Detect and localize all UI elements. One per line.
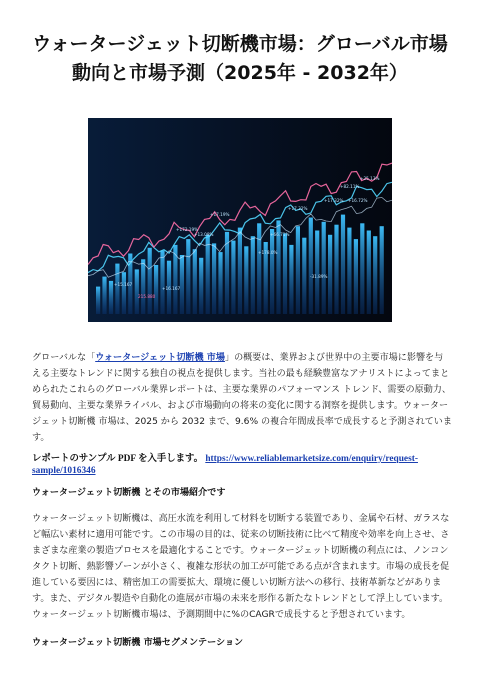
- hero-label: +13.08%: [194, 232, 214, 237]
- hero-bar: [302, 238, 306, 314]
- hero-label: +178.0%: [258, 250, 278, 255]
- hero-bar: [206, 235, 210, 314]
- hero-bar: [380, 226, 384, 314]
- hero-bar: [309, 218, 313, 315]
- hero-label: -31.89%: [310, 274, 328, 279]
- section-heading-intro: ウォータージェット切断機 とその市場紹介です: [32, 488, 226, 498]
- hero-financial-graphic: [88, 118, 392, 322]
- hero-label: +17.32%: [324, 198, 344, 203]
- hero-bar: [102, 277, 106, 314]
- hero-bar: [193, 249, 197, 314]
- hero-bar: [341, 215, 345, 314]
- hero-bar: [360, 223, 364, 314]
- hero-label: 215.880: [138, 294, 156, 299]
- hero-bar: [251, 236, 255, 314]
- hero-bar: [373, 236, 377, 314]
- hero-bar: [160, 251, 164, 314]
- hero-bar: [173, 245, 177, 314]
- hero-bar: [148, 248, 152, 314]
- sample-label: レポートのサンプル PDF を入手します。: [32, 454, 203, 464]
- intro-paragraph: [32, 350, 452, 446]
- hero-label: +25.13%: [360, 176, 380, 181]
- hero-bar: [96, 287, 100, 314]
- hero-label: +16.72%: [348, 198, 368, 203]
- hero-bar: [367, 231, 371, 315]
- hero-bar: [347, 228, 351, 314]
- hero-bar: [334, 225, 338, 314]
- hero-bar: [212, 243, 216, 314]
- hero-bar: [199, 258, 203, 314]
- hero-bar: [238, 228, 242, 314]
- hero-bar: [270, 229, 274, 314]
- hero-image: [88, 118, 392, 322]
- hero-label: +16.167: [162, 286, 181, 291]
- hero-bar: [154, 265, 158, 314]
- hero-label: +17.32%: [288, 206, 308, 211]
- hero-label: +15.167: [114, 282, 133, 287]
- hero-bar: [231, 241, 235, 314]
- hero-bar: [257, 223, 261, 314]
- hero-bar: [109, 281, 113, 314]
- hero-bar: [186, 239, 190, 314]
- hero-bar: [218, 252, 222, 314]
- hero-bar: [315, 231, 319, 315]
- hero-bar: [115, 264, 119, 314]
- sample-request: [32, 453, 452, 477]
- hero-bar: [122, 272, 126, 314]
- market-link[interactable]: ウォータージェット切断機 市場: [95, 353, 225, 363]
- sample-link[interactable]: https://www.reliablemarketsize.com/enquiry/request-sample/1016346: [32, 454, 418, 476]
- hero-bar: [328, 235, 332, 314]
- hero-label: +17.19%: [210, 212, 230, 217]
- hero-bar: [283, 233, 287, 314]
- hero-bar: [244, 246, 248, 314]
- hero-bar: [141, 259, 145, 314]
- hero-bar: [354, 239, 358, 314]
- page-title: ウォータージェット切断機市場：グローバル市場動向と市場予測（2025年 - 2032年）: [32, 33, 448, 84]
- hero-bar: [135, 269, 139, 314]
- hero-bar: [180, 255, 184, 314]
- section-heading-segmentation: ウォータージェット切断機 市場セグメンテーション: [32, 638, 244, 648]
- hero-bar: [296, 226, 300, 314]
- section-paragraph-intro: ウォータージェット切断機は、高圧水流を利用して材料を切断する装置であり、金属や石材、ガラスなど幅広い素材に適用可能です。この市場の目的は、従来の切断技術に比べて精度や効率を向上させ、さまざまな産業の製造プロセスを最適化することです。ウォータージェット切断機の利点には、ノンコンタクト切断、熱影響ゾーンが小さく、複雑な形状の加工が可能である点が含まれます。市場の成長を促進している要因には、精密加工の需要拡大、環境に優しい切断方法への移行、技術革新などがあります。また、デジタル製造や自動化の進展が市場の未来を形作る新たなトレンドとして浮上しています。ウォータージェット切断機市場は、予測期間中に%のCAGRで成長すると予想されています。: [32, 514, 450, 620]
- hero-bar: [322, 222, 326, 314]
- hero-label: +172.19%: [176, 227, 199, 232]
- intro-text-after: 」の概要は、業界および世界中の主要市場に影響を与える主要なトレンドに関する独自の視点を提供します。当社の最も経験豊富なアナリストによってまとめられたこれらのグローバル業界レポートは、主要な業界のパフォーマンス トレンド、需要の原動力、貿易動向、主要な業界ライバル、および市場動向の将来の変化に関する洞察を提供します。ウォータージェット切断機 市場は、2025 から 2032 まで、9.6% の複合年間成長率で成長すると予測されています。: [32, 353, 452, 443]
- hero-label: +66.71%: [270, 232, 290, 237]
- intro-text-before: グローバルな「: [32, 353, 96, 363]
- hero-bar: [289, 245, 293, 314]
- hero-label: +82.11%: [340, 184, 360, 189]
